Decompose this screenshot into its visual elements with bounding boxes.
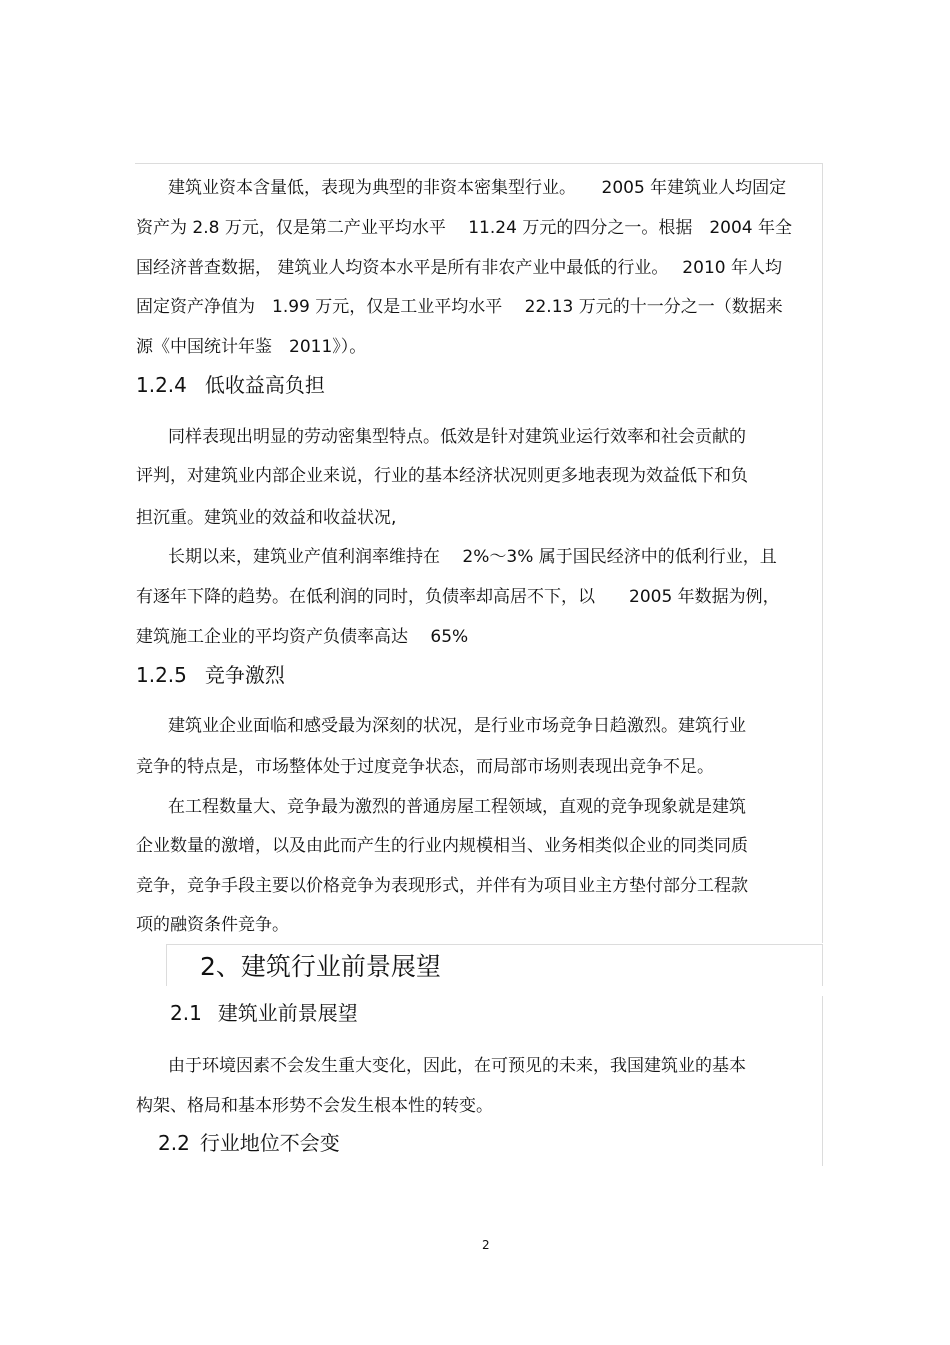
paragraph-3-line-2: 有逐年下降的趋势。在低利润的同时，负债率却高居不下，以 2005 年数据为例， [136, 587, 780, 607]
paragraph-2-line-2: 评判，对建筑业内部企业来说，行业的基本经济状况则更多地表现为效益低下和负 [136, 466, 748, 486]
section-title: 竞争激烈 [204, 663, 285, 687]
paragraph-2-line-1: 同样表现出明显的劳动密集型特点。低效是针对建筑业运行效率和社会贡献的 [168, 427, 746, 447]
chapter-top-line [166, 944, 823, 945]
paragraph-5-line-3: 竞争，竞争手段主要以价格竞争为表现形式，并伴有为项目业主方垫付部分工程款 [136, 876, 748, 896]
paragraph-1-line-2: 资产为 2.8 万元，仅是第二产业平均水平 11.24 万元的四分之一。根据 2004 年全 [136, 218, 792, 238]
section-title: 建筑业前景展望 [217, 1001, 358, 1025]
chapter-left-line [166, 944, 167, 986]
section-title: 低收益高负担 [204, 373, 325, 397]
chapter-right-line [822, 944, 823, 986]
section-title: 行业地位不会变 [199, 1131, 340, 1155]
paragraph-5-line-2: 企业数量的激增，以及由此而产生的行业内规模相当、业务相类似企业的同类同质 [136, 836, 748, 856]
paragraph-1-line-5: 源《中国统计年鉴 2011》）。 [136, 337, 367, 357]
paragraph-6-line-2: 构架、格局和基本形势不会发生根本性的转变。 [136, 1096, 493, 1116]
paragraph-5-line-1: 在工程数量大、竞争最为激烈的普通房屋工程领域，直观的竞争现象就是建筑 [168, 797, 746, 817]
paragraph-1-line-1: 建筑业资本含量低，表现为典型的非资本密集型行业。 2005 年建筑业人均固定 [168, 178, 787, 198]
section-number: 2.1 [170, 1001, 202, 1025]
paragraph-1-line-4: 固定资产净值为 1.99 万元，仅是工业平均水平 22.13 万元的十一分之一（数据来 [136, 297, 783, 317]
lower-right-border-line [822, 996, 823, 1166]
right-border-line [822, 163, 823, 943]
section-heading-2-2 [158, 1130, 340, 1156]
section-number: 1.2.5 [136, 663, 187, 687]
paragraph-1-line-3: 国经济普查数据， 建筑业人均资本水平是所有非农产业中最低的行业。 2010 年人均 [136, 258, 782, 278]
chapter-heading-2: 2、建筑行业前景展望 [200, 952, 441, 981]
paragraph-4-line-1: 建筑业企业面临和感受最为深刻的状况，是行业市场竞争日趋激烈。建筑行业 [168, 716, 746, 736]
paragraph-2-line-3: 担沉重。建筑业的效益和收益状况, [136, 508, 397, 528]
paragraph-5-line-4: 项的融资条件竞争。 [136, 915, 289, 935]
paragraph-3-line-1: 长期以来，建筑业产值利润率维持在 2%～3% 属于国民经济中的低利行业，且 [168, 547, 777, 567]
paragraph-4-line-2: 竞争的特点是，市场整体处于过度竞争状态，而局部市场则表现出竞争不足。 [136, 757, 714, 777]
section-heading-1-2-5 [136, 662, 285, 688]
top-border-line [135, 163, 823, 164]
section-number: 2.2 [158, 1131, 190, 1155]
paragraph-6-line-1: 由于环境因素不会发生重大变化，因此，在可预见的未来，我国建筑业的基本 [168, 1056, 746, 1076]
paragraph-3-line-3: 建筑施工企业的平均资产负债率高达 65% [136, 627, 469, 647]
section-heading-1-2-4 [136, 372, 325, 398]
page-number: 2 [482, 1238, 490, 1252]
section-number: 1.2.4 [136, 373, 187, 397]
section-heading-2-1 [170, 1000, 358, 1026]
